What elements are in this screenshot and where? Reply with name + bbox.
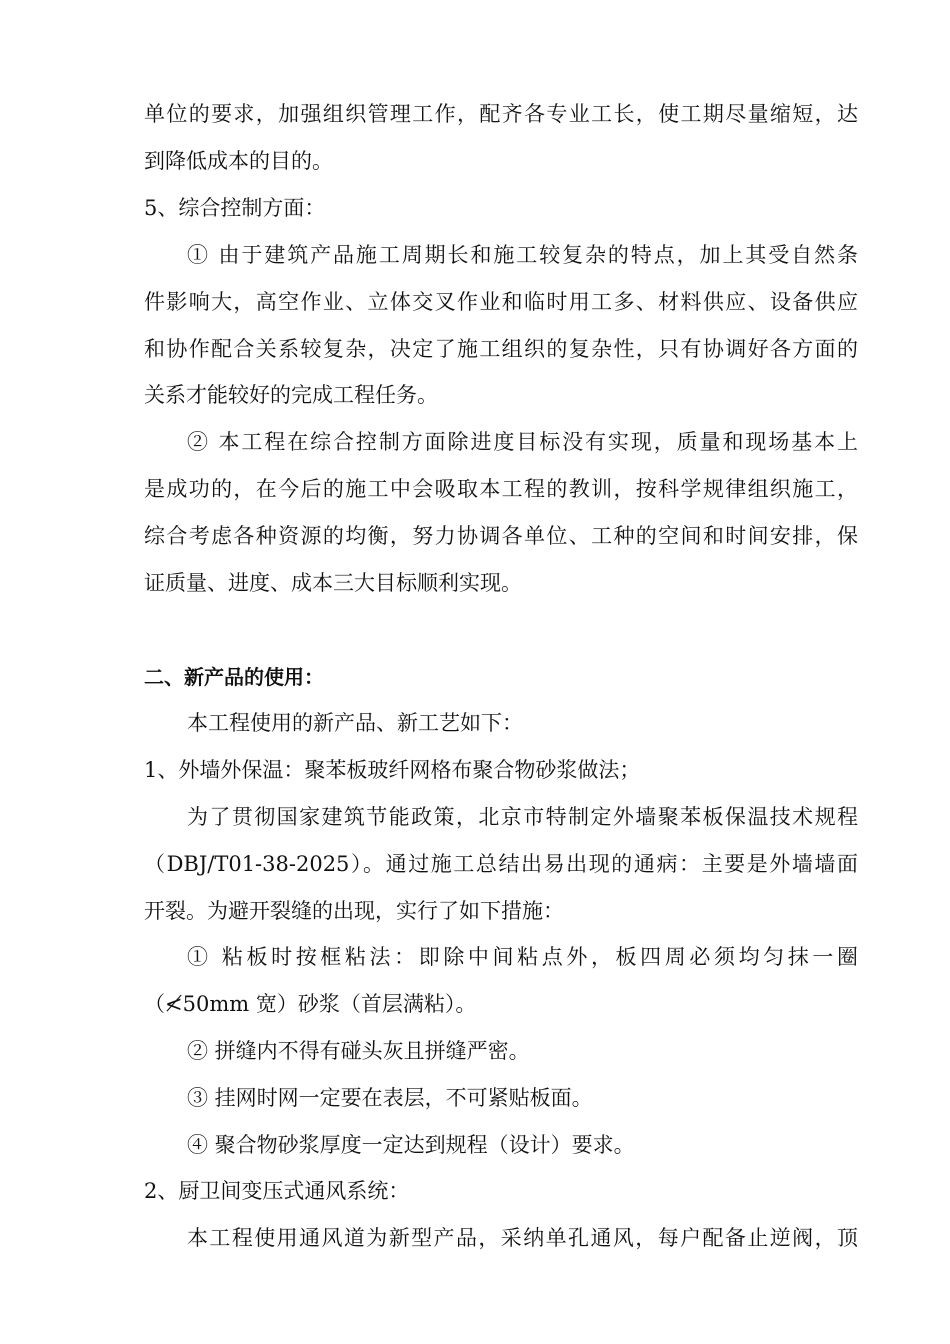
paragraph-line: （DBJ/T01-38-2025）。通过施工总结出易出现的通病：主要是外墙墙面	[144, 852, 858, 876]
paragraph-line: 是成功的，在今后的施工中会吸取本工程的教训，按科学规律组织施工，	[144, 477, 858, 501]
paragraph-line: 到降低成本的目的。	[144, 149, 333, 173]
paragraph-line: 件影响大，高空作业、立体交叉作业和临时用工多、材料供应、设备供应	[144, 290, 858, 314]
chapter-heading: 二、新产品的使用：	[144, 665, 324, 689]
paragraph-line: ① 由于建筑产品施工周期长和施工较复杂的特点，加上其受自然条	[187, 243, 858, 267]
paragraph-line: ④ 聚合物砂浆厚度一定达到规程（设计）要求。	[187, 1133, 635, 1157]
section-heading: 5、综合控制方面：	[144, 196, 326, 220]
paragraph-line: 开裂。为避开裂缝的出现，实行了如下措施：	[144, 899, 564, 923]
paragraph-line: 单位的要求，加强组织管理工作，配齐各专业工长，使工期尽量缩短，达	[144, 102, 858, 126]
paragraph-line: ② 本工程在综合控制方面除进度目标没有实现，质量和现场基本上	[187, 430, 858, 454]
paragraph-line: 为了贯彻国家建筑节能政策，北京市特制定外墙聚苯板保温技术规程	[187, 805, 858, 829]
paragraph-line: 关系才能较好的完成工程任务。	[144, 383, 438, 407]
paragraph-line: （≮50mm 宽）砂浆（首层满粘）。	[144, 992, 477, 1016]
paragraph-line: 综合考虑各种资源的均衡，努力协调各单位、工种的空间和时间安排，保	[144, 524, 858, 548]
paragraph-line: ③ 挂网时网一定要在表层，不可紧贴板面。	[187, 1086, 593, 1110]
section-heading: 2、厨卫间变压式通风系统：	[144, 1179, 410, 1203]
section-heading: 1、外墙外保温：聚苯板玻纤网格布聚合物砂浆做法；	[144, 758, 641, 782]
paragraph-line: ① 粘板时按框粘法：即除中间粘点外，板四周必须均匀抹一圈	[187, 945, 858, 969]
paragraph-line: 和协作配合关系较复杂，决定了施工组织的复杂性，只有协调好各方面的	[144, 337, 858, 361]
paragraph-line: 本工程使用的新产品、新工艺如下：	[187, 711, 523, 735]
paragraph-line: ② 拼缝内不得有碰头灰且拼缝严密。	[187, 1039, 530, 1063]
paragraph-line: 证质量、进度、成本三大目标顺利实现。	[144, 571, 522, 595]
paragraph-line: 本工程使用通风道为新型产品，采纳单孔通风，每户配备止逆阀，顶	[187, 1226, 858, 1250]
